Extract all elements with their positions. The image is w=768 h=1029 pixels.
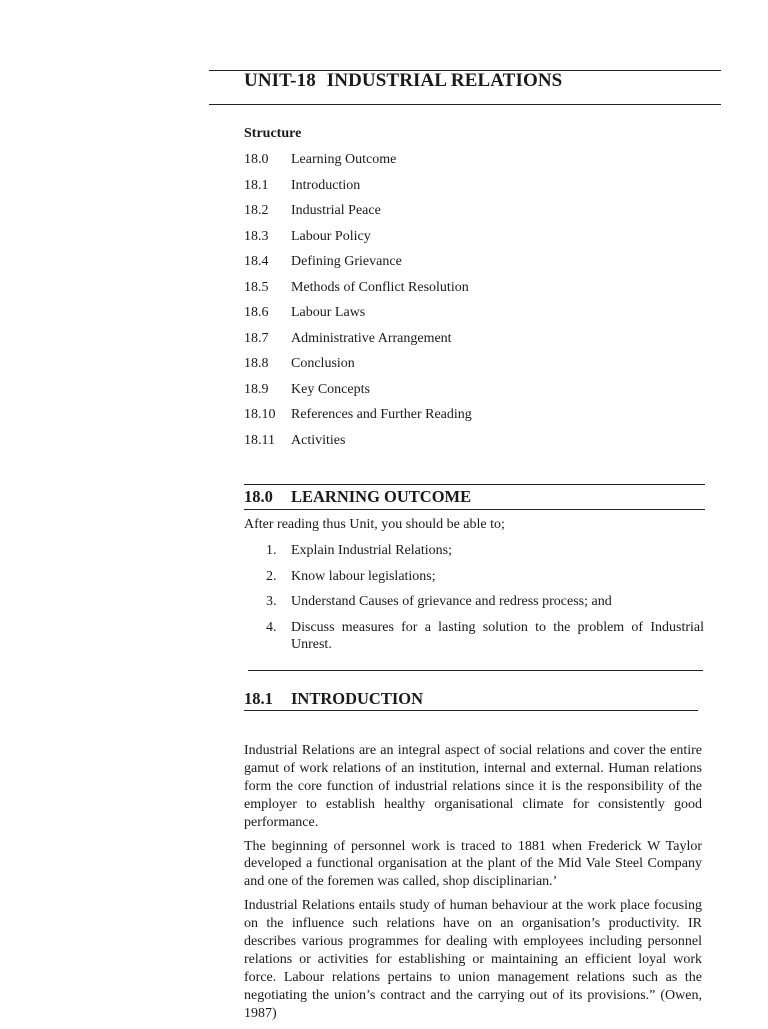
structure-item-number: 18.9 xyxy=(244,381,269,397)
structure-item xyxy=(244,304,472,330)
learning-outcome-bottom-rule xyxy=(244,509,705,510)
structure-item-number: 18.5 xyxy=(244,279,269,295)
structure-item xyxy=(244,177,472,203)
structure-item-label: Industrial Peace xyxy=(291,203,381,219)
learning-outcome-item xyxy=(266,542,704,559)
structure-item xyxy=(244,432,472,458)
structure-item-label: Key Concepts xyxy=(291,381,370,397)
structure-item-number: 18.2 xyxy=(244,203,269,219)
learning-outcome-item-number: 2. xyxy=(266,568,277,584)
unit-number: UNIT-18 xyxy=(244,70,316,91)
structure-item-number: 18.6 xyxy=(244,305,269,321)
introduction-paragraph: Industrial Relations entails study of human behaviour at the work place focusing on the influence such relations have on an organisation’s productivity. IR describes various programmes for dealing with employees including personnel relations or activities for establishing or maintaining an efficient loyal work force. Labour relations pertains to union management relations such as the negotiating the union’s contract and the carrying out of its provisions.” (Owen, 1987) xyxy=(244,898,702,1021)
learning-outcome-top-rule xyxy=(244,484,705,485)
learning-outcome-item-number: 1. xyxy=(266,543,277,558)
structure-item-label: Labour Policy xyxy=(291,228,371,244)
structure-item-label: Defining Grievance xyxy=(291,254,402,270)
structure-item-label: Introduction xyxy=(291,177,361,193)
structure-list xyxy=(244,151,472,458)
learning-outcome-list xyxy=(266,542,704,661)
structure-item xyxy=(244,228,472,254)
structure-item xyxy=(244,279,472,305)
structure-item-number: 18.3 xyxy=(244,228,269,244)
structure-item-number: 18.4 xyxy=(244,254,269,270)
structure-item-number: 18.8 xyxy=(244,356,269,372)
unit-name: INDUSTRIAL RELATIONS xyxy=(326,70,563,91)
structure-item-label: Labour Laws xyxy=(291,305,366,321)
structure-item xyxy=(244,406,472,432)
section-divider-rule xyxy=(248,670,703,671)
learning-outcome-item-number: 3. xyxy=(266,594,277,609)
structure-item xyxy=(244,355,472,381)
learning-outcome-item xyxy=(266,619,704,653)
learning-outcome-intro: After reading thus Unit, you should be able to; xyxy=(244,517,505,532)
unit-title xyxy=(244,70,562,92)
structure-item-number: 18.1 xyxy=(244,177,269,193)
structure-item xyxy=(244,381,472,407)
structure-item xyxy=(244,253,472,279)
learning-outcome-item-text: Discuss measures for a lasting solution to the problem of Industrial Unrest. xyxy=(291,619,704,652)
learning-outcome-item-text: Explain Industrial Relations; xyxy=(291,543,452,558)
structure-item xyxy=(244,330,472,356)
structure-item-label: Learning Outcome xyxy=(291,152,397,167)
learning-outcome-item-text: Understand Causes of grievance and redress process; and xyxy=(291,594,612,609)
structure-item-label: Conclusion xyxy=(291,356,355,372)
learning-outcome-item xyxy=(266,593,704,610)
structure-item-label: Methods of Conflict Resolution xyxy=(291,279,469,295)
unit-header-bottom-rule xyxy=(209,104,721,105)
structure-item-number: 18.10 xyxy=(244,407,276,423)
structure-item xyxy=(244,151,472,177)
introduction-title: INTRODUCTION xyxy=(291,689,424,708)
introduction-number: 18.1 xyxy=(244,689,273,708)
structure-item-label: Administrative Arrangement xyxy=(291,330,452,346)
structure-item-number: 18.0 xyxy=(244,152,269,167)
learning-outcome-title: LEARNING OUTCOME xyxy=(291,487,472,506)
learning-outcome-item-text: Know labour legislations; xyxy=(291,568,436,584)
structure-item-number: 18.7 xyxy=(244,330,269,346)
introduction-paragraph: The beginning of personnel work is traced to 1881 when Frederick W Taylor developed a functional organisation at the plant of the Mid Vale Steel Company and one of the foremen was called, shop disciplinarian.’ xyxy=(244,838,702,890)
learning-outcome-item-number: 4. xyxy=(266,619,277,635)
structure-item xyxy=(244,202,472,228)
learning-outcome-number: 18.0 xyxy=(244,487,273,506)
introduction-body xyxy=(244,742,702,1029)
learning-outcome-item xyxy=(266,568,704,585)
structure-item-label: References and Further Reading xyxy=(291,407,472,423)
introduction-underline-rule xyxy=(244,710,698,711)
structure-item-number: 18.11 xyxy=(244,433,275,449)
introduction-heading xyxy=(244,689,423,709)
structure-label: Structure xyxy=(244,126,302,141)
introduction-paragraph: Industrial Relations are an integral aspect of social relations and cover the entire gamut of work relations of an institution, internal and external. Human relations form the core function of industrial relations since it is the responsibility of the employer to establish healthy organisational climate for consistently good performance. xyxy=(244,743,702,830)
learning-outcome-heading xyxy=(244,487,471,507)
structure-item-label: Activities xyxy=(291,433,346,449)
